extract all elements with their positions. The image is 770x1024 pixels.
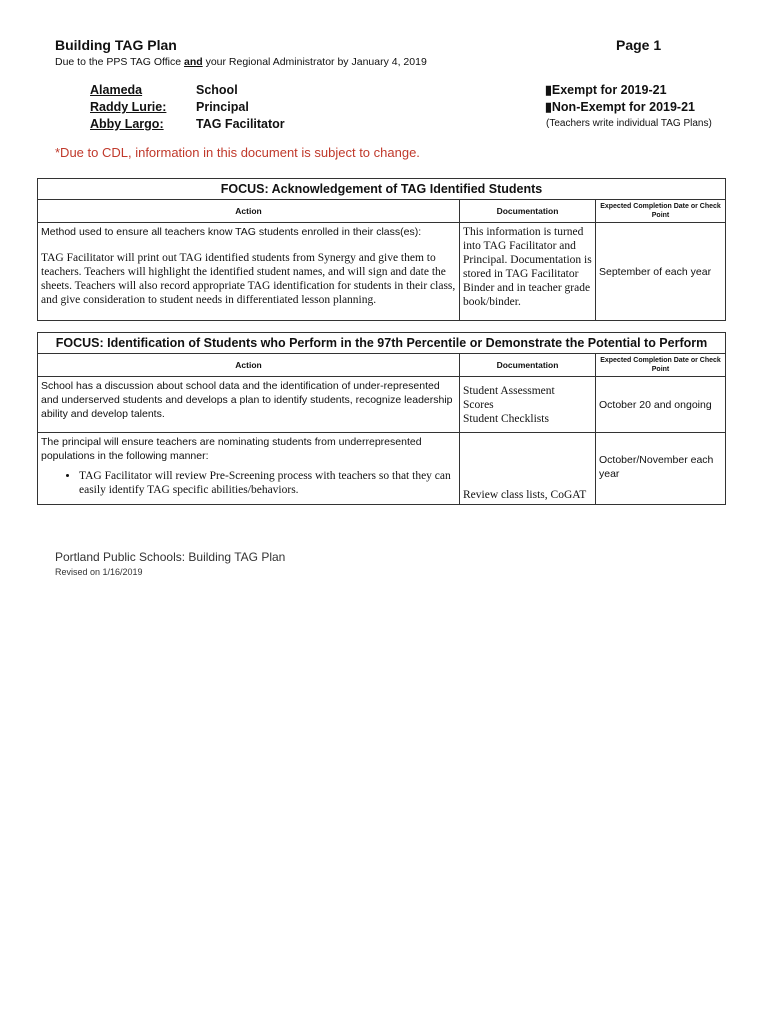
section2-bullet-item: • TAG Facilitator will review Pre-Screening process with teachers so that they can easily identify TAG specific abilities/behaviors. [79, 469, 456, 497]
facilitator-name: Abby Largo: [90, 117, 164, 131]
section2-bullet-list [41, 469, 456, 497]
section1-focus: FOCUS: Acknowledgement of TAG Identified Students [38, 179, 726, 200]
section2-row2-action-cell [38, 433, 460, 505]
teachers-note: (Teachers write individual TAG Plans) [546, 118, 712, 129]
principal-name: Raddy Lurie: [90, 100, 167, 114]
staff-roles [196, 82, 285, 133]
section2-col-expected: Expected Completion Date or Check Point [596, 354, 726, 377]
document-title: Building TAG Plan [55, 37, 177, 53]
doc-line: Student Checklists [463, 412, 549, 425]
section1-documentation: This information is turned into TAG Facilitator and Principal. Documentation is stored in TAG Facilitator Binder and in teacher grade book/binder. [460, 223, 596, 321]
section1-expected: September of each year [596, 223, 726, 321]
section1-action-intro: Method used to ensure all teachers know TAG students enrolled in their class(es): [41, 226, 422, 238]
exempt-status [545, 82, 695, 116]
role-facilitator: TAG Facilitator [196, 117, 285, 131]
page-number: Page 1 [616, 37, 662, 53]
section2-table [37, 332, 726, 505]
section2-row2-expected: October/November each year [596, 433, 726, 505]
section2-row1-documentation [460, 377, 596, 433]
section2-row2-documentation: Review class lists, CoGAT [460, 433, 596, 505]
section1-action-cell [38, 223, 460, 321]
cdl-notice: *Due to CDL, information in this document is subject to change. [55, 145, 420, 160]
section2-col-action: Action [38, 354, 460, 377]
doc-line: Student Assessment [463, 384, 555, 397]
role-principal: Principal [196, 100, 249, 114]
section2-focus: FOCUS: Identification of Students who Perform in the 97th Percentile or Demonstrate the Potential to Perform [38, 333, 726, 354]
section2-row1-expected: October 20 and ongoing [596, 377, 726, 433]
doc-line: Scores [463, 398, 494, 411]
footer-revised: Revised on 1/16/2019 [55, 567, 143, 577]
section2-col-documentation: Documentation [460, 354, 596, 377]
section2-row1-action: School has a discussion about school data and the identification of under-represented and underserved students and develops a plan to identify students, recognize leadership ability and develop talents. [38, 377, 460, 433]
non-exempt-label: Non-Exempt for 2019-21 [551, 100, 695, 114]
due-suffix: your Regional Administrator by January 4, 2019 [202, 56, 427, 68]
footer-school: Portland Public Schools: Building TAG Plan [55, 550, 286, 564]
section1-action-detail: TAG Facilitator will print out TAG identified students from Synergy and give them to teachers. Teachers will highlight the identified student names, and will sign and date the sheets. Teachers will also record appropriate TAG identification for students in their class, and give consideration to student needs in differentiated lesson planning. [41, 252, 456, 306]
staff-names [90, 82, 166, 133]
due-and: and [183, 56, 203, 68]
section1-col-documentation: Documentation [460, 200, 596, 223]
section1-col-expected: Expected Completion Date or Check Point [596, 200, 726, 223]
school-name: Alameda [90, 83, 143, 97]
role-school: School [196, 83, 238, 97]
exempt-label: Exempt for 2019-21 [551, 83, 667, 97]
due-line [55, 56, 427, 68]
section1-col-action: Action [38, 200, 460, 223]
section1-table [37, 178, 726, 321]
section2-row2-action: The principal will ensure teachers are nominating students from underrepresented populations in the following manner: [41, 436, 422, 462]
due-prefix: Due to the PPS TAG Office [55, 56, 184, 68]
non-exempt-option[interactable]: ▮Non-Exempt for 2019-21 [545, 100, 695, 114]
exempt-option[interactable]: ▮Exempt for 2019-21 [545, 83, 667, 97]
